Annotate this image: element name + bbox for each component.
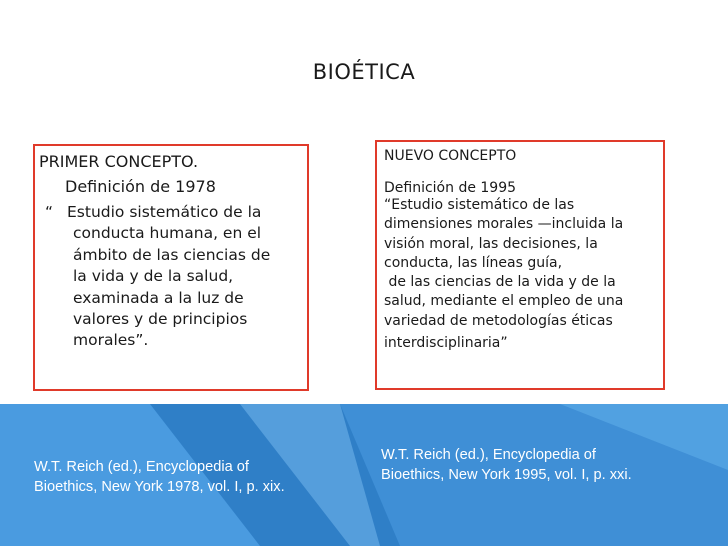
new-concept-line: variedad de metodologías éticas [384,312,613,329]
reference-1995 [381,445,711,485]
reference-line: Bioethics, New York 1995, vol. I, p. xxi. [381,467,632,483]
new-concept-line: “Estudio sistemático de las [384,197,575,213]
reference-1978 [34,457,364,497]
new-concept-heading: NUEVO CONCEPTO [384,148,517,164]
new-concept-line: dimensiones morales —incluida la [384,216,624,233]
first-concept-text [45,202,307,352]
first-concept-heading: PRIMER CONCEPTO. [39,152,199,171]
new-concept-box [375,140,665,390]
first-concept-line: conducta humana, en el [73,224,262,243]
reference-line: W.T. Reich (ed.), Encyclopedia of [381,447,596,463]
first-concept-line: valores y de principios [73,310,248,329]
first-concept-line: morales”. [73,331,149,350]
new-concept-line: de las ciencias de la vida y de la [384,274,616,291]
first-concept-definition: Definición de 1978 [65,177,216,196]
reference-line: Bioethics, New York 1978, vol. I, p. xix. [34,479,285,495]
opening-quote-mark: “ [45,203,54,221]
new-concept-line: conducta, las líneas guía, [384,254,563,271]
first-concept-line: ámbito de las ciencias de [73,245,271,264]
first-concept-line: examinada a la luz de [73,288,244,307]
first-concept-box [33,144,309,391]
slide-title: BIOÉTICA [312,60,416,84]
new-concept-line: interdisciplinaria” [384,335,508,352]
new-concept-text [384,196,663,353]
first-concept-line: Estudio sistemático de la [67,203,262,221]
first-concept-line: la vida y de la salud, [73,267,234,286]
reference-line: W.T. Reich (ed.), Encyclopedia of [34,459,249,475]
new-concept-line: visión moral, las decisiones, la [384,235,598,252]
new-concept-line: salud, mediante el empleo de una [384,293,624,310]
new-concept-definition: Definición de 1995 [384,180,517,196]
